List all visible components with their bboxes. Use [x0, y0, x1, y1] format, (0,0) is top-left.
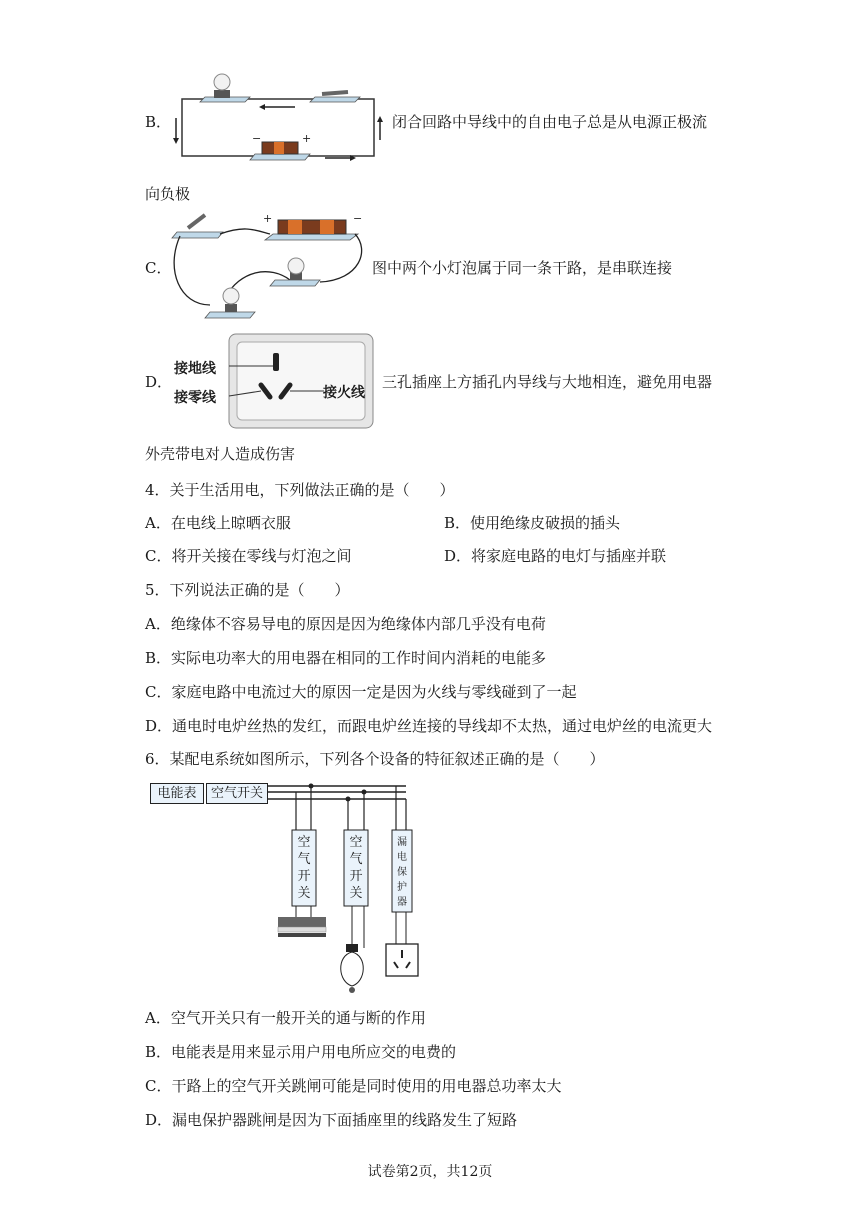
q6-option-a[interactable]: A．空气开关只有一般开关的通与断的作用 — [145, 1009, 426, 1027]
q5-stem: 5．下列说法正确的是（ ） — [145, 581, 350, 599]
svg-text:+: + — [302, 132, 312, 145]
q3-option-c-text: 图中两个小灯泡属于同一条干路，是串联连接 — [372, 259, 673, 277]
q5-option-a[interactable]: A．绝缘体不容易导电的原因是因为绝缘体内部几乎没有电荷 — [145, 615, 546, 633]
page-footer: 试卷第2页，共12页 — [367, 1164, 493, 1180]
main-switch-label: 空气开关 — [206, 783, 268, 804]
socket-icon — [228, 333, 374, 429]
meter-label: 电能表 — [150, 783, 204, 804]
q4-option-a[interactable]: A．在电线上晾晒衣服 — [145, 514, 291, 532]
q3-optb-circuit-diagram — [170, 80, 380, 170]
branch3-rcd-label: 漏电保护器 — [397, 837, 407, 908]
q4-stem: 4．关于生活用电，下列做法正确的是（ ） — [145, 481, 455, 499]
q3-socket-figure — [228, 333, 374, 429]
q6-option-b[interactable]: B．电能表是用来显示用户用电所应交的电费的 — [145, 1043, 457, 1061]
q6-option-c[interactable]: C．干路上的空气开关跳闸可能是同时使用的用电器总功率太大 — [145, 1077, 562, 1095]
q3-optc-circuit-diagram — [170, 210, 370, 325]
q3-option-d-continuation: 外壳带电对人造成伤害 — [145, 445, 296, 463]
q3-option-d-text: 三孔插座上方插孔内导线与大地相连，避免用电器 — [382, 373, 713, 391]
q3-option-b-text: 闭合回路中导线中的自由电子总是从电源正极流 — [392, 113, 708, 131]
socket-neutral-label: 接零线 — [174, 387, 216, 407]
q3-option-c-letter: C． — [145, 259, 172, 277]
q5-option-c[interactable]: C．家庭电路中电流过大的原因一定是因为火线与零线碰到了一起 — [145, 683, 577, 701]
branch2-switch-label: 空气开关 — [349, 835, 363, 901]
q6-distribution-diagram — [146, 780, 436, 995]
q6-option-d[interactable]: D．漏电保护器跳闸是因为下面插座里的线路发生了短路 — [145, 1111, 518, 1129]
q3-option-b-letter: B． — [145, 113, 172, 131]
q4-option-d[interactable]: D．将家庭电路的电灯与插座并联 — [444, 547, 667, 565]
svg-text:−: − — [353, 212, 363, 225]
q4-option-b[interactable]: B．使用绝缘皮破损的插头 — [444, 514, 621, 532]
q5-option-b[interactable]: B．实际电功率大的用电器在相同的工作时间内消耗的电能多 — [145, 649, 547, 667]
socket-ground-label: 接地线 — [174, 358, 216, 378]
q3-option-b-continuation: 向负极 — [145, 185, 191, 203]
socket-live-label: 接火线 — [323, 385, 365, 401]
svg-text:−: − — [252, 132, 262, 145]
branch1-switch-label: 空气开关 — [297, 835, 311, 901]
q3-option-d-letter: D． — [145, 373, 173, 391]
q6-stem: 6．某配电系统如图所示，下列各个设备的特征叙述正确的是（ ） — [145, 750, 605, 768]
q5-option-d[interactable]: D．通电时电炉丝热的发红，而跟电炉丝连接的导线却不太热，通过电炉丝的电流更大 — [145, 717, 713, 735]
q4-option-c[interactable]: C．将开关接在零线与灯泡之间 — [145, 547, 352, 565]
svg-text:+: + — [263, 212, 273, 225]
